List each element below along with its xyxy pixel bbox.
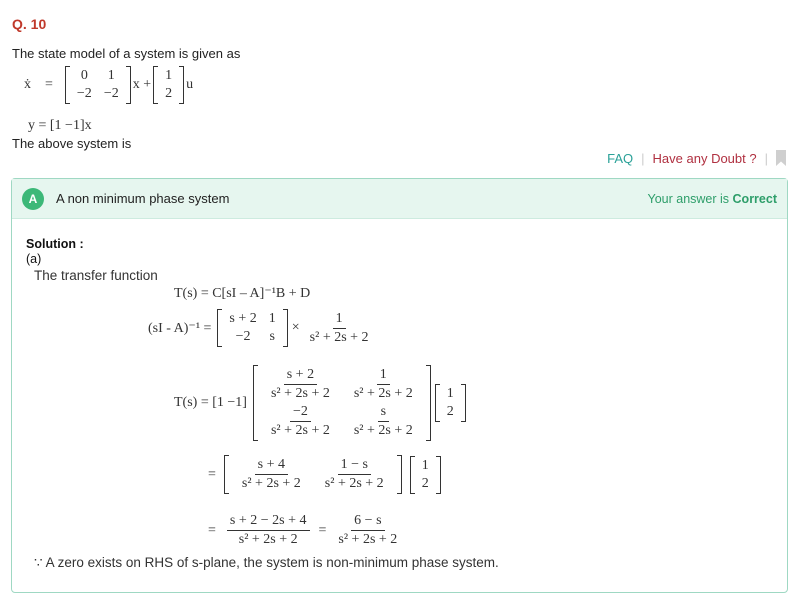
adjoint-matrix: s + 2 1 −2 s xyxy=(217,309,287,347)
toolbar-separator: | xyxy=(641,150,645,166)
inverse-lhs: (sI - A)⁻¹ = xyxy=(148,320,212,336)
bookmark-icon[interactable] xyxy=(776,150,786,166)
inverse-matrix: $\frac{s + 2}{\text{s² + 2s + 2}}$ $\frac{1}{\text{s² + 2s + 2}}$ $\frac{-2}{\text{s² + 2s + 2}}$ $\frac{s}{\text{s² + 2s + 2}}$ xyxy=(253,365,431,441)
tf-lhs: T(s) = [1 −1] xyxy=(174,395,247,410)
solution-intro: The transfer function xyxy=(34,268,158,283)
doubt-link[interactable]: Have any Doubt ? xyxy=(652,150,757,166)
solution-line-1 xyxy=(174,285,310,302)
tf-final: $\frac{6 - s}{\text{s² + 2s + 2}}$ xyxy=(338,513,398,547)
b-vector-2: 1 2 xyxy=(410,456,441,494)
answer-header xyxy=(12,179,787,219)
verdict-status: Correct xyxy=(732,191,777,206)
toolbar-separator-2: | xyxy=(764,150,768,166)
question-tail: The above system is xyxy=(12,136,132,151)
answer-card xyxy=(11,178,788,593)
b-vector: 1 2 xyxy=(435,384,466,422)
solution-line-3 xyxy=(174,365,466,441)
state-lhs: ẋ xyxy=(24,77,31,92)
solution-letter: (a) xyxy=(26,252,42,266)
state-equation: ẋ = 0 1 −2 −2 x + 1 2 u xyxy=(24,66,193,104)
question-number: Q. 10 xyxy=(12,16,47,32)
state-x: x + xyxy=(132,77,152,92)
solution-line-2: (sI - A)⁻¹ = s + 2 1 −2 s × $\frac{1}{\text{s² + 2s + 2}}$ xyxy=(148,309,375,347)
product-row: $\frac{s + 4}{\text{s² + 2s + 2}}$ $\frac{1 - s}{\text{s² + 2s + 2}}$ xyxy=(224,455,402,494)
transfer-function-def: T(s) = C[sI – A]⁻¹B + D xyxy=(174,286,311,301)
matrix-a: 0 1 −2 −2 xyxy=(65,66,131,104)
solution-conclusion: ∵ A zero exists on RHS of s-plane, the system is non-minimum phase system. xyxy=(34,555,499,570)
tf-expanded: $\frac{s + 2 - 2s + 4}{\text{s² + 2s + 2}}$ xyxy=(227,513,310,548)
question-stem: The state model of a system is given as xyxy=(12,46,241,61)
answer-verdict xyxy=(648,192,777,206)
solution-line-4: = $\frac{s + 4}{\text{s² + 2s + 2}}$ $\frac{1 - s}{\text{s² + 2s + 2}}$ 1 2 xyxy=(208,455,441,494)
matrix-b: 1 2 xyxy=(153,66,184,104)
output-equation: y = [1 −1]x xyxy=(28,118,92,133)
verdict-prefix: Your answer is xyxy=(647,191,730,206)
option-text: A non minimum phase system xyxy=(56,191,230,206)
question-toolbar xyxy=(607,150,786,166)
option-badge: A xyxy=(22,188,44,210)
solution-line-5: = $\frac{s + 2 - 2s + 4}{\text{s² + 2s + 2}}$ = $\frac{6 - s}{\text{s² + 2s + 2}}$ xyxy=(208,513,403,548)
solution-label: Solution : xyxy=(26,237,84,251)
state-u: u xyxy=(186,77,194,92)
determinant-fraction: $\frac{1}{\text{s² + 2s + 2}}$ xyxy=(309,310,369,345)
faq-link[interactable]: FAQ xyxy=(607,150,634,166)
